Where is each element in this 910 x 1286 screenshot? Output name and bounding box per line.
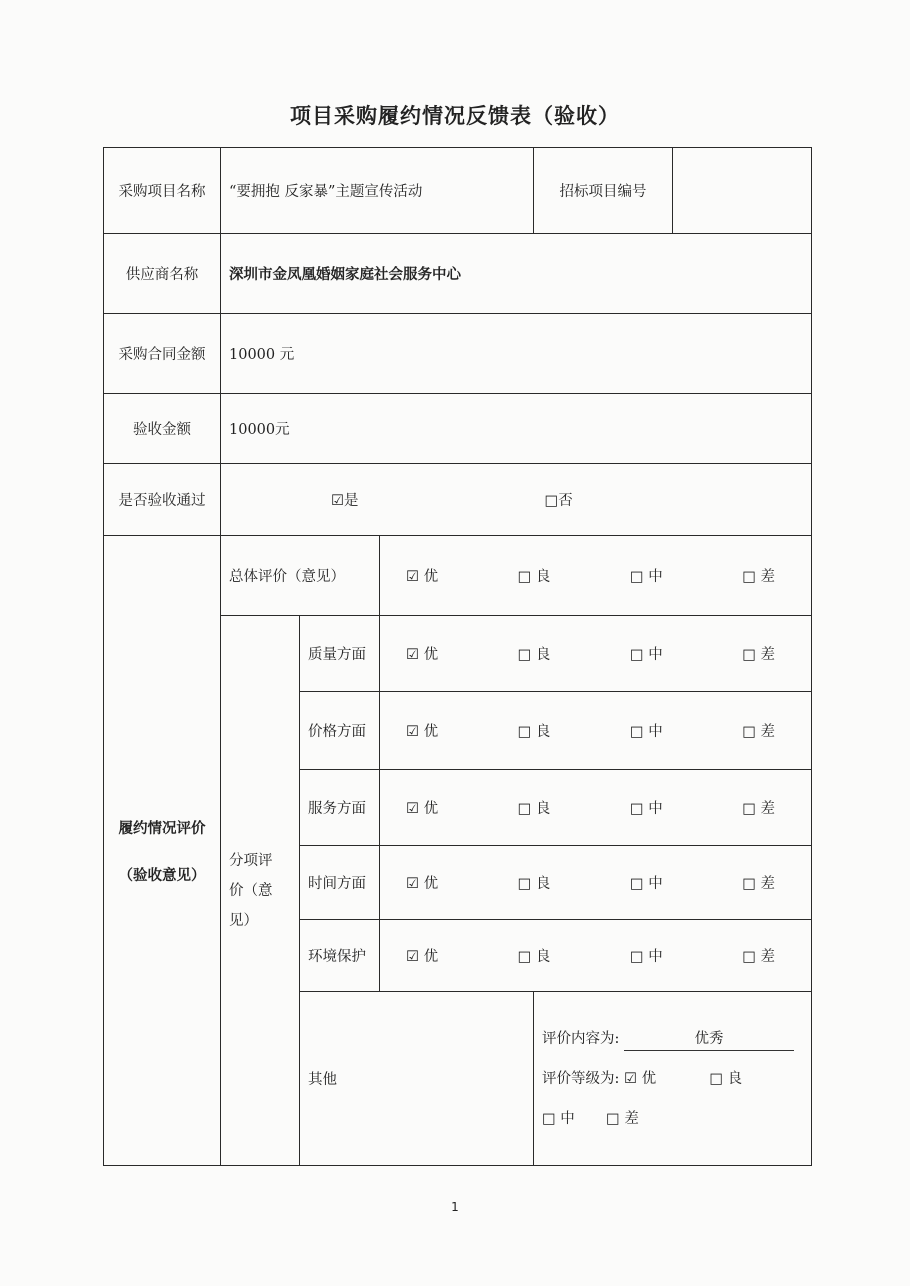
overall-evaluation-label: 总体评价（意见）: [221, 536, 380, 616]
bid-number-label: 招标项目编号: [534, 148, 673, 234]
time-label: 时间方面: [300, 846, 380, 920]
row-acceptance-amount: [104, 394, 812, 464]
itemized-evaluation-label: [221, 616, 300, 1166]
time-options: [380, 846, 812, 920]
passed-yes-checkbox[interactable]: ☑是: [331, 493, 359, 509]
time-option-poor[interactable]: □ 差: [742, 876, 775, 892]
itemized-label-line3: 见）: [229, 912, 258, 929]
passed-label: 是否验收通过: [104, 464, 221, 536]
evaluation-section-label-line2: （验收意见）: [118, 866, 206, 884]
quality-option-fair[interactable]: □ 中: [629, 647, 663, 663]
feedback-form-table: [103, 147, 812, 1166]
environment-option-poor[interactable]: □ 差: [742, 949, 775, 965]
service-option-fair[interactable]: □ 中: [629, 801, 663, 817]
service-label: 服务方面: [300, 770, 380, 846]
itemized-label-line1: 分项评: [229, 852, 273, 869]
service-option-excellent[interactable]: ☑ 优: [406, 801, 439, 817]
quality-option-poor[interactable]: □ 差: [742, 647, 775, 663]
service-option-good[interactable]: □ 良: [517, 801, 551, 817]
itemized-label-line2: 价（意: [229, 882, 273, 899]
quality-options: [380, 616, 812, 692]
price-option-excellent[interactable]: ☑ 优: [406, 724, 439, 740]
overall-option-excellent[interactable]: ☑ 优: [406, 569, 439, 585]
project-name-label: 采购项目名称: [104, 148, 221, 234]
grade-option-excellent[interactable]: ☑ 优: [624, 1070, 657, 1087]
supplier-label: 供应商名称: [104, 234, 221, 314]
service-options: [380, 770, 812, 846]
content-label: 评价内容为:: [542, 1030, 620, 1047]
quality-label: 质量方面: [300, 616, 380, 692]
content-value[interactable]: 优秀: [624, 1028, 794, 1051]
grade-label: 评价等级为:: [542, 1070, 620, 1087]
passed-options: [221, 464, 812, 536]
row-supplier: [104, 234, 812, 314]
acceptance-amount-value: 10000元: [221, 394, 812, 464]
time-option-good[interactable]: □ 良: [517, 876, 551, 892]
overall-evaluation-options: [380, 536, 812, 616]
environment-option-excellent[interactable]: ☑ 优: [406, 949, 439, 965]
row-project-name: [104, 148, 812, 234]
environment-options: [380, 920, 812, 992]
time-option-excellent[interactable]: ☑ 优: [406, 876, 439, 892]
supplier-value: 深圳市金凤凰婚姻家庭社会服务中心: [221, 234, 812, 314]
overall-option-poor[interactable]: □ 差: [742, 569, 775, 585]
acceptance-amount-label: 验收金额: [104, 394, 221, 464]
overall-option-good[interactable]: □ 良: [517, 569, 551, 585]
project-name-value: “要拥抱 反家暴”主题宣传活动: [221, 148, 534, 234]
grade-option-poor[interactable]: □ 差: [606, 1110, 639, 1127]
row-overall-evaluation: [104, 536, 812, 616]
quality-option-excellent[interactable]: ☑ 优: [406, 647, 439, 663]
contract-amount-label: 采购合同金额: [104, 314, 221, 394]
price-option-fair[interactable]: □ 中: [629, 724, 663, 740]
evaluation-section-label: [104, 536, 221, 1166]
overall-option-fair[interactable]: □ 中: [629, 569, 663, 585]
form-title: 项目采购履约情况反馈表（验收）: [290, 103, 620, 128]
other-evaluation: [534, 992, 812, 1166]
price-label: 价格方面: [300, 692, 380, 770]
passed-no-checkbox[interactable]: □否: [544, 493, 573, 509]
price-options: [380, 692, 812, 770]
price-option-good[interactable]: □ 良: [517, 724, 551, 740]
environment-option-good[interactable]: □ 良: [517, 949, 551, 965]
page-number: 1: [451, 1200, 459, 1214]
evaluation-section-label-line1: 履约情况评价: [118, 819, 206, 837]
grade-option-fair[interactable]: □ 中: [542, 1110, 575, 1127]
other-label: 其他: [300, 992, 534, 1166]
environment-label: 环境保护: [300, 920, 380, 992]
time-option-fair[interactable]: □ 中: [629, 876, 663, 892]
price-option-poor[interactable]: □ 差: [742, 724, 775, 740]
row-contract-amount: [104, 314, 812, 394]
quality-option-good[interactable]: □ 良: [517, 647, 551, 663]
service-option-poor[interactable]: □ 差: [742, 801, 775, 817]
row-passed: [104, 464, 812, 536]
environment-option-fair[interactable]: □ 中: [629, 949, 663, 965]
bid-number-value: [673, 148, 812, 234]
contract-amount-value: 10000 元: [221, 314, 812, 394]
grade-option-good[interactable]: □ 良: [709, 1070, 743, 1087]
